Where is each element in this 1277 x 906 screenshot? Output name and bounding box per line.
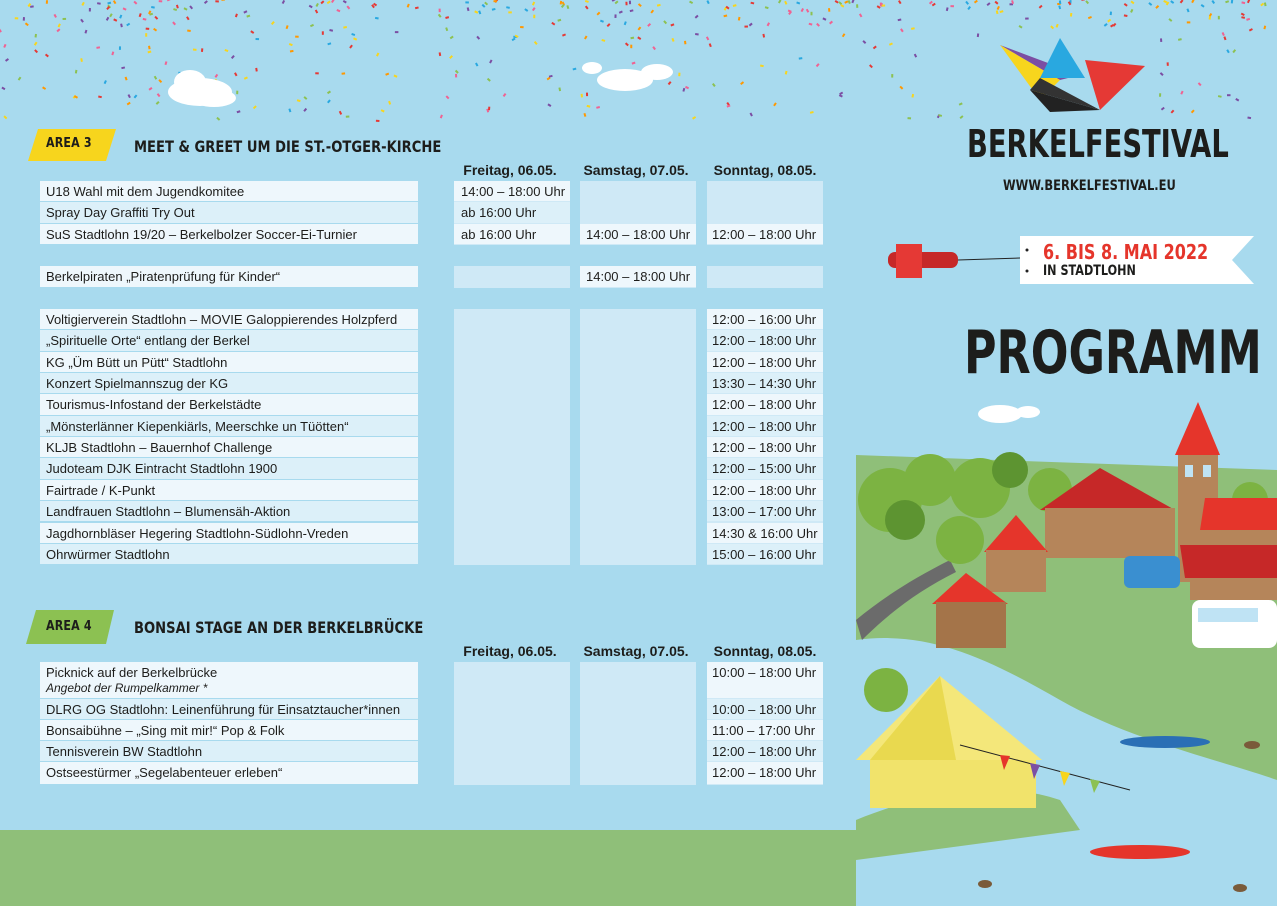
area4-tag-label: AREA 4: [46, 619, 92, 634]
area4-row-label: [46, 765, 282, 780]
area4-row-title: DLRG OG Stadtlohn: Leinenführung für Einsatztaucher*innen: [46, 702, 401, 717]
plane-icon: [888, 244, 1020, 278]
area4-row-subtitle: Angebot der Rumpelkammer *: [46, 681, 208, 695]
area4-row-label: [46, 702, 400, 717]
area3-day-fri: Freitag, 06.05.: [463, 162, 557, 178]
area3-time-sun: 12:00 – 18:00 Uhr: [712, 482, 817, 498]
area3-row-label: „Spirituelle Orte“ entlang der Berkel: [46, 333, 250, 349]
area4-day-fri: Freitag, 06.05.: [463, 643, 557, 659]
festival-name: BERKELFESTIVAL: [967, 122, 1229, 166]
area3-row-label: Berkelpiraten „Piratenprüfung für Kinder“: [46, 269, 281, 284]
area3-row-label: Judoteam DJK Eintracht Stadtlohn 1900: [46, 461, 278, 477]
area3-row-label: U18 Wahl mit dem Jugendkomitee: [46, 184, 245, 199]
area4-day-sun: Sonntag, 08.05.: [713, 643, 817, 659]
area3-time-sun: 14:30 & 16:00 Uhr: [712, 525, 818, 541]
festival-url[interactable]: WWW.BERKELFESTIVAL.EU: [1003, 178, 1176, 194]
area3-time-sun: 12:00 – 16:00 Uhr: [712, 312, 817, 327]
area3-time-sun: 13:00 – 17:00 Uhr: [712, 504, 817, 520]
area3-row-label: KG „Üm Bütt un Pütt“ Stadtlohn: [46, 354, 228, 370]
area4-row-label: [46, 744, 202, 759]
area3-row-label: Ohrwürmer Stadtlohn: [46, 546, 170, 562]
area3-row-label: Voltigierverein Stadtlohn – MOVIE Galoppierendes Holzpferd: [46, 312, 398, 327]
area4-row-label: [46, 723, 284, 738]
festival-place: IN STADTLOHN: [1043, 263, 1136, 279]
area3-time-sun: 12:00 – 18:00 Uhr: [712, 397, 817, 413]
area3-time-sun: 15:00 – 16:00 Uhr: [712, 546, 817, 562]
area4-fri-column: [454, 662, 570, 785]
area3-fri-column: [454, 309, 570, 565]
area3-row-label: Landfrauen Stadtlohn – Blumensäh-Aktion: [46, 504, 291, 520]
area4-time-sun: 11:00 – 17:00 Uhr: [712, 723, 816, 738]
area3-time-fri: ab 16:00 Uhr: [461, 205, 537, 221]
area4-time-sun: 12:00 – 18:00 Uhr: [712, 744, 817, 759]
program-heading: PROGRAMM: [964, 318, 1262, 388]
area3-row-label: Fairtrade / K-Punkt: [46, 482, 156, 498]
area4-day-sat: Samstag, 07.05.: [583, 643, 689, 659]
festival-dates: 6. BIS 8. MAI 2022: [1043, 240, 1209, 264]
area3-time-fri: 14:00 – 18:00 Uhr: [461, 184, 566, 199]
area3-time-sun: 12:00 – 18:00 Uhr: [712, 418, 817, 434]
area3-time-sun: 12:00 – 15:00 Uhr: [712, 461, 817, 477]
area3-time-sun: 12:00 – 18:00 Uhr: [712, 333, 817, 349]
area3-tag-label: AREA 3: [46, 136, 92, 151]
area3-title: MEET & GREET UM DIE ST.-OTGER-KIRCHE: [134, 137, 442, 156]
area3-row-label: „Mönsterlänner Kiepenkiärls, Meerschke un Tüötten“: [46, 418, 349, 434]
area3-row-label: KLJB Stadtlohn – Bauernhof Challenge: [46, 440, 273, 456]
area3-row-label: Tourismus-Infostand der Berkelstädte: [46, 397, 262, 413]
area3-sat-column: [580, 309, 696, 565]
area3-time-fri: ab 16:00 Uhr: [461, 226, 537, 242]
area4-row-title: Bonsaibühne – „Sing mit mir!“ Pop & Folk: [46, 723, 285, 738]
area3-sun-column: [707, 266, 823, 288]
area3-time-sat: 14:00 – 18:00 Uhr: [586, 226, 691, 242]
area3-row-label: Spray Day Graffiti Try Out: [46, 205, 195, 221]
area3-time-sun: 13:30 – 14:30 Uhr: [712, 376, 817, 392]
area3-row-label: Konzert Spielmannszug der KG: [46, 376, 229, 392]
area3-time-sat: 14:00 – 18:00 Uhr: [586, 269, 691, 284]
area4-title: BONSAI STAGE AN DER BERKELBRÜCKE: [134, 618, 424, 637]
area4-row-title: Ostseestürmer „Segelabenteuer erleben“: [46, 765, 283, 780]
area3-time-sun: 12:00 – 18:00 Uhr: [712, 226, 817, 242]
area3-row-label: Jagdhornbläser Hegering Stadtlohn-Südlohn-Vreden: [46, 525, 349, 541]
area4-sat-column: [580, 662, 696, 785]
area4-time-sun: 12:00 – 18:00 Uhr: [712, 765, 817, 780]
area4-row-title: Tennisverein BW Stadtlohn: [46, 744, 203, 759]
area4-time-sun: 10:00 – 18:00 Uhr: [712, 702, 817, 717]
area4-row-label: [46, 665, 217, 695]
area3-row-label: SuS Stadtlohn 19/20 – Berkelbolzer Soccer-Ei-Turnier: [46, 226, 357, 242]
area3-fri-column: [454, 266, 570, 288]
area3-time-sun: 12:00 – 18:00 Uhr: [712, 440, 817, 456]
area3-day-sat: Samstag, 07.05.: [583, 162, 689, 178]
area4-row-title: Picknick auf der Berkelbrücke: [46, 665, 218, 680]
boat-logo-icon: [1000, 38, 1145, 112]
area3-time-sun: 12:00 – 18:00 Uhr: [712, 354, 817, 370]
area4-time-sun: 10:00 – 18:00 Uhr: [712, 665, 817, 680]
area3-day-sun: Sonntag, 08.05.: [713, 162, 817, 178]
